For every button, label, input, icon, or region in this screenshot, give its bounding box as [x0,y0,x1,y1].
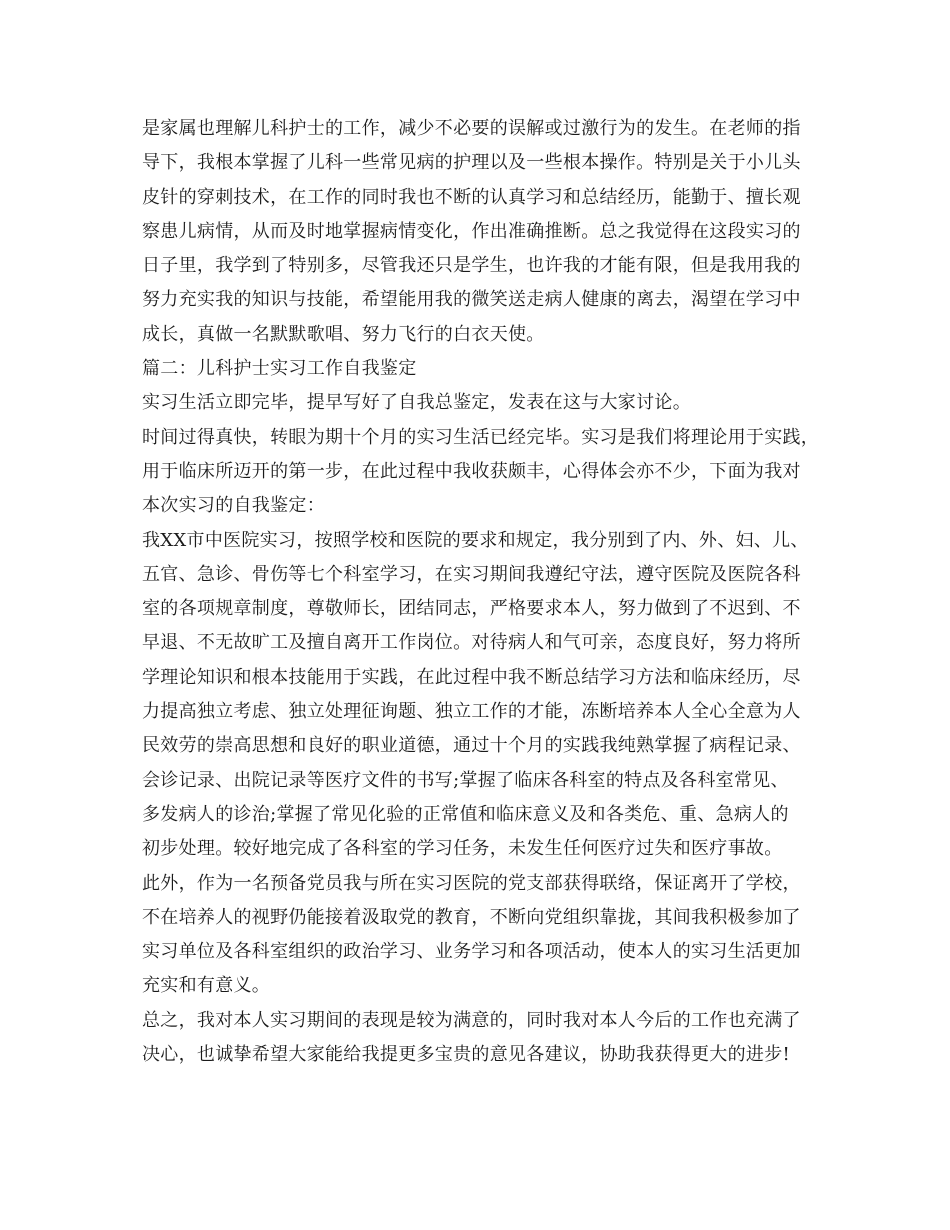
text-line: 本次实习的自我鉴定： [142,495,325,517]
text-line: 室的各项规章制度，尊敬师长，团结同志，严格要求本人，努力做到了不迟到、不 [142,598,801,620]
text-line: 早退、不无故旷工及擅自离开工作岗位。对待病人和气可亲，态度良好，努力将所 [142,632,801,654]
text-line: 多发病人的诊治;掌握了常见化验的正常值和临床意义及和各类危、重、急病人的 [142,803,789,825]
text-line: 是家属也理解儿科护士的工作，减少不必要的误解或过激行为的发生。在老师的指 [142,118,801,139]
text-line: 学理论知识和根本技能用于实践，在此过程中我不断总结学习方法和临床经历，尽 [142,666,801,688]
text-line: 努力充实我的知识与技能，希望能用我的微笑送走病人健康的离去，渴望在学习中 [142,289,801,311]
text-line: 察患儿病情，从而及时地掌握病情变化，作出准确推断。总之我觉得在这段实习的 [142,220,801,242]
text-line: 时间过得真快，转眼为期十个月的实习生活已经完毕。实习是我们将理论用于实践， [142,426,820,448]
text-line: 不在培养人的视野仍能接着汲取党的教育，不断向党组织靠拢，其间我积极参加了 [142,906,801,928]
document-body [142,112,822,1072]
text-line: 总之，我对本人实习期间的表现是较为满意的，同时我对本人今后的工作也充满了 [142,1009,801,1031]
text-line: 用于临床所迈开的第一步，在此过程中我收获颇丰，心得体会亦不少，下面为我对 [142,460,801,482]
text-line: 实习生活立即完毕，提早写好了自我总鉴定，发表在这与大家讨论。 [142,392,691,414]
text-line: 皮针的穿刺技术，在工作的同时我也不断的认真学习和总结经历，能勤于、擅长观 [142,186,801,208]
text-line: 日子里，我学到了特别多，尽管我还只是学生，也许我的才能有限，但是我用我的 [142,255,801,277]
text-line: 初步处理。较好地完成了各科室的学习任务，未发生任何医疗过失和医疗事故。 [142,838,783,860]
section-heading: 篇二：儿科护士实习工作自我鉴定 [142,358,417,380]
text-line: 实习单位及各科室组织的政治学习、业务学习和各项活动，使本人的实习生活更加 [142,941,801,963]
text-line: 民效劳的崇高思想和良好的职业道德，通过十个月的实践我纯熟掌握了病程记录、 [142,735,801,757]
text-line: 五官、急诊、骨伤等七个科室学习，在实习期间我遵纪守法，遵守医院及医院各科 [142,563,801,585]
text-line: 导下，我根本掌握了儿科一些常见病的护理以及一些根本操作。特别是关于小儿头 [142,152,801,174]
text-line: 此外，作为一名预备党员我与所在实习医院的党支部获得联络，保证离开了学校， [142,872,801,894]
text-line: 我XX市中医院实习，按照学校和医院的要求和规定，我分别到了内、外、妇、儿、 [142,529,809,551]
text-line: 力提高独立考虑、独立处理征询题、独立工作的才能，冻断培养本人全心全意为人 [142,701,801,723]
text-line: 决心，也诚挚希望大家能给我提更多宝贵的意见各建议，协助我获得更大的进步! [142,1044,791,1066]
text-line: 充实和有意义。 [142,975,271,997]
text-line: 成长，真做一名默默歌唱、努力飞行的白衣天使。 [142,323,545,345]
text-line: 会诊记录、出院记录等医疗文件的书写;掌握了临床各科室的特点及各科室常见、 [142,769,789,791]
